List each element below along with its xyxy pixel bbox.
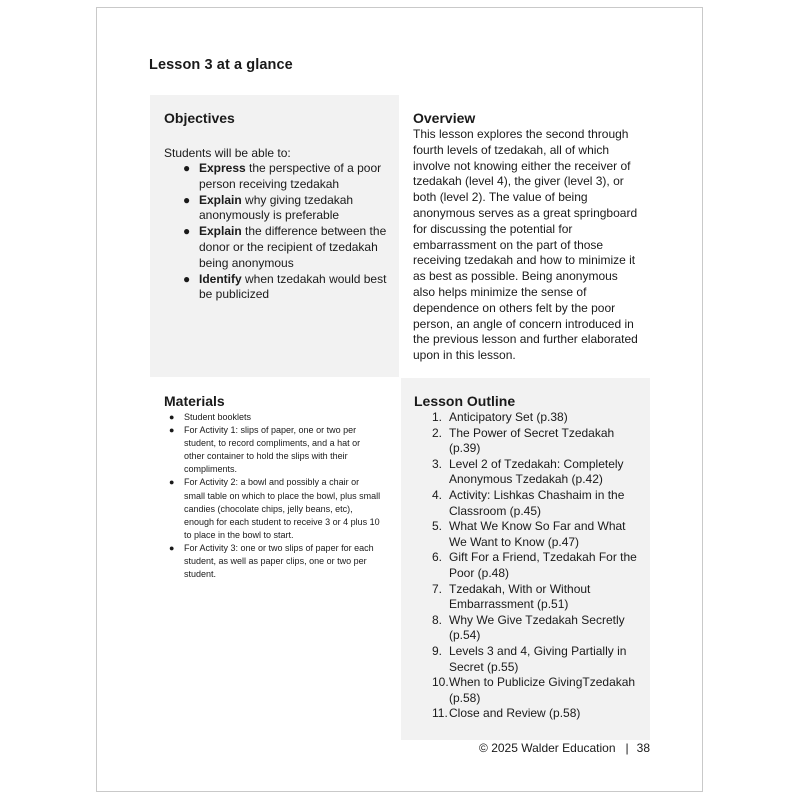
material-text: For Activity 3: one or two slips of paper for each student, as well as paper clips, one or two per student.	[184, 542, 374, 580]
outline-item	[414, 706, 640, 722]
outline-text: When to Publicize GivingTzedakah (p.58)	[449, 675, 636, 705]
outline-number: 1.	[432, 410, 443, 424]
objective-item	[164, 161, 392, 193]
materials-list	[167, 411, 382, 581]
objective-verb: Identify	[199, 271, 242, 286]
lesson-outline-list	[414, 410, 640, 722]
outline-number: 9.	[432, 643, 443, 658]
outline-text: The Power of Secret Tzedakah (p.39)	[449, 425, 615, 456]
material-text: For Activity 1: slips of paper, one or two per student, to record compliments, and a hat or other container to hold the slips with their compliments.	[184, 425, 361, 475]
outline-item	[414, 488, 640, 519]
outline-number: 6.	[432, 550, 443, 565]
objective-item	[164, 224, 392, 271]
outline-text: Tzedakah, With or Without Embarrassment (p.51)	[449, 581, 591, 612]
material-item	[167, 411, 382, 424]
outline-item	[414, 582, 640, 613]
outline-number: 8.	[432, 612, 443, 627]
lesson-outline-heading: Lesson Outline	[414, 393, 516, 409]
page-title: Lesson 3 at a glance	[149, 57, 293, 73]
overview-panel	[400, 95, 650, 377]
objective-verb: Explain	[199, 192, 242, 207]
material-text: Student booklets	[184, 412, 252, 422]
outline-item	[414, 519, 640, 550]
objective-text: when tzedakah would best be publicized	[199, 271, 387, 302]
objectives-list	[164, 161, 392, 303]
objective-verb: Explain	[199, 224, 242, 239]
outline-text: Anticipatory Set (p.38)	[449, 410, 568, 424]
objectives-intro: Students will be able to:	[164, 146, 291, 160]
outline-text: Why We Give Tzedakah Secretly (p.54)	[449, 612, 625, 643]
bullet-icon: ●	[169, 412, 175, 422]
footer-separator: |	[625, 741, 629, 755]
outline-number: 4.	[432, 487, 443, 502]
material-text: For Activity 2: a bowl and possibly a chair or small table on which to place the bowl, plus small candies (chocolate chips, jelly beans, etc), enough for each student to receive 3 or 4 plus 10 to place in the bowl to start.	[184, 477, 381, 540]
lesson-outline-panel	[401, 378, 650, 740]
page-footer	[479, 741, 650, 755]
bullet-icon: ●	[183, 161, 191, 175]
outline-number: 10.	[432, 675, 449, 690]
outline-text: Levels 3 and 4, Giving Partially in Secret (p.55)	[449, 643, 627, 674]
page-number: 38	[636, 741, 650, 755]
outline-item	[414, 613, 640, 644]
material-item	[167, 424, 382, 476]
outline-number: 3.	[432, 456, 443, 471]
outline-number: 5.	[432, 519, 443, 534]
overview-body: This lesson explores the second through fourth levels of tzedakah, all of which involve not knowing either the receiver of tzedakah (level 4), the giver (level 3), or both (level 2). The value of being anonymous serves as a great springboard for discussing the potential for embarrassment on the part of those receiving tzedakah and how to minimize it as best as possible. Being anonymous also helps minimize the sense of dependence on others felt by the poor person, an angle of concern introduced in the previous lesson and further elaborated upon in this lesson.	[413, 127, 638, 363]
outline-number: 2.	[432, 425, 443, 440]
copyright-text: © 2025 Walder Education	[479, 741, 616, 755]
outline-text: Gift For a Friend, Tzedakah For the Poor (p.48)	[449, 550, 637, 580]
materials-heading: Materials	[164, 393, 225, 409]
outline-item	[414, 410, 640, 426]
bullet-icon: ●	[183, 224, 191, 239]
bullet-icon: ●	[169, 425, 175, 436]
outline-item	[414, 457, 640, 488]
objective-item	[164, 193, 392, 225]
objectives-panel	[150, 95, 399, 377]
material-item	[167, 542, 382, 581]
objective-text: the perspective of a poor person receiving tzedakah	[199, 161, 382, 191]
bullet-icon: ●	[169, 542, 175, 553]
outline-item	[414, 426, 640, 457]
overview-heading: Overview	[413, 110, 476, 126]
outline-text: What We Know So Far and What We Want to Know (p.47)	[449, 519, 626, 549]
objective-item	[164, 272, 392, 304]
objective-verb: Express	[199, 161, 246, 175]
outline-number: 11.	[432, 706, 448, 721]
material-item	[167, 476, 382, 541]
bullet-icon: ●	[183, 192, 191, 207]
outline-text: Close and Review (p.58)	[449, 706, 581, 721]
outline-text: Level 2 of Tzedakah: Completely Anonymous Tzedakah (p.42)	[449, 456, 624, 487]
outline-text: Activity: Lishkas Chashaim in the Classroom (p.45)	[449, 487, 625, 518]
outline-item	[414, 644, 640, 675]
outline-item	[414, 550, 640, 581]
outline-item	[414, 675, 640, 706]
materials-panel	[150, 378, 399, 740]
outline-number: 7.	[432, 581, 443, 596]
bullet-icon: ●	[183, 271, 191, 286]
objectives-heading: Objectives	[164, 110, 235, 126]
objective-text: the difference between the donor or the recipient of tzedakah being anonymous	[199, 224, 387, 270]
objective-text: why giving tzedakah anonymously is preferable	[199, 192, 354, 223]
bullet-icon: ●	[169, 477, 175, 488]
